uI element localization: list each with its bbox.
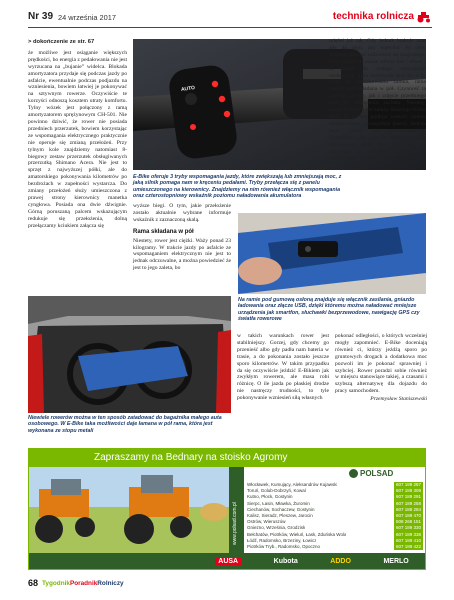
logo-ausa: AUSA [215,558,241,565]
ad-contact-city: Gniezno, Września, Grodzisk [247,525,306,531]
ad-contact-phone: 508 269 151 [395,519,421,525]
article-paragraph: wyższe biegi. O tym, jakie przełożenie zostało aktualnie wybrane informuje wskaźnik z zaznaczoną skalą. [133,203,231,223]
article-paragraph: że możliwe jest osiąganie większych prędkości, bo energia z pedałowania nie jest wyrzucana na „bujanie” widelca. Blokada amortyzatora przydaje się podczas jazdy po asfalcie, ewentualnie podczas podjazdu na wzniesienia, bowiem łatwiej je pokonywać na sztywnym rowerze. Oczywiście te korzyści odnoszą kosztem utraty komfortu. Tylny wózek jest połączony z ramą amortyzatorem sprężynowym CH-501. Nie powinno dziwić, że rower nie posiada przedniech przerzutek, bowiem korzystając ze wspomagania elektrycznego praktycznie nie operuje się zmianą przełożeń. Przy tylnym kole znajdziemy natomiast 8-biegowy zestaw przerzutek obsługiwanych przerzutką Shimano Acera. Nie jest to sprzęt z najwyższej półki, ale do amatorskiego pokonywania kilometrów po bezdrożach w zupełności wystarcza. Do zmiany przełożeń służy umieszczona z prawej strony kierownicy manetka cyngłowa. Posiada ona dwie dźwignie. Górną poruszaną palcem wskazującym redukuje się przełożenia, dolną przełączamy kciukiem załącza się [28,49,127,229]
article-column-5 [335,333,427,403]
advertisement [28,448,426,570]
right-photo-caption: Na ramie pod gumową osłoną znajduje się włącznik zasilania, gniazdo ładowania oraz złącze USB, dzięki któremu można naładować mniejsze urządzenia jak smartfon, słuchawki bezprzewodowe, nawigację GPS czy światła rowerowe [238,297,420,323]
article-paragraph: mięśni jaż tak. Gdy jednak brakuje nam siły do tego, aby dojechać do celu, możemy zawsze zadzwonić do znajomego, który będzie w stanie zabrać nas i rower i to nawet do małego samochodu osobowego. Taka możliwość jest, bo w E-Bike po odblokowaniu zamka, rama rowery jest składana w pół. Czynność ta zajmuje chwilę, jak i zdjęcie przedniego koła po odkręceniu zacisku. Niestety, rower do tanich nie należy. Kosztuje blisko 8000 zł, a cenę podbija wartość układu elektrycznego, szczególnie baterii. Jednak jego zalety są niezaprzeczalne. Szczególnie dla osób w średnim wieku, zdrowotnie może być sposobem na zdrowym na słabszą kondycją, bo wspomaganie elektryczne pozwoli im [329,38,426,162]
logo-kubota: Kubota [273,557,298,565]
ad-contact-city: Włocławek, Kumujący, Aleksandrów Kujawski [247,482,338,487]
pub-word-3: Rolniczy [97,580,124,587]
logo-addo: ADDO [330,557,351,565]
ad-contact-phone: 607 189 258 [395,500,421,506]
ad-headline: Zapraszamy na Bednary na stoisko Agromy [94,452,288,463]
tractor-field-illustration [29,467,229,553]
car-trunk-photo [28,296,231,413]
ad-contact-city: Piotrków Tryb., Radomsko, Opoczno [247,544,321,550]
article-column-2 [133,203,231,272]
issue-date: 24 września 2017 [58,13,116,22]
logo-merlo: MERLO [383,557,409,565]
ad-brand-name: POLSAD [360,469,394,478]
ad-contact-phone: 607 189 291 [395,494,421,500]
ad-contact-phone: 607 189 330 [395,525,421,531]
article-author: Przemysław Staniszewski [370,396,427,403]
article-paragraph: w takich warunkach rower jest stabilniejszy. Gorzej, gdy chcemy go przenieść albo gdy padła nam bateria w trasie, a do pokonania zostało jeszcze sporo kilometrów. W takim przypadku da się oczywiście jeździć E-Bikiem jak zwykłym rowerem, ale masa robi różnicę. O ile jazda po płaskiej drodze nie nastręczy trudności, to tyle pokonywanie wzniesień siłą własnych [237,333,329,402]
tractor-icon [416,10,432,23]
ad-banner [29,449,425,467]
ad-contact-city: Kutno, Płock, Gostynin [247,494,293,500]
page-footer [28,578,426,590]
continued-label: > dokończenie ze str. 67 [28,39,95,45]
ad-contact-city: Bełchatów, Piotrków, Wieluń, Łask, Zduńska Wola [247,531,347,537]
page-header [28,10,432,32]
top-photo-caption: E-Bike oferuje 3 tryby wspomagania jazdy, które zwiększają lub zmniejszają moc, z jaką silnik pomaga nam w kręceniu pedałami. Tryby przełącza się z panelu umieszczonego na kierownicy. Znajdziemy na nim również włącznik wspomagania oraz czterostopniowy wskaźnik poziomu naładowania akumulatora [133,174,342,200]
pub-word-1: Tygodnik [42,580,70,587]
car-photo-caption: Niewiele rowerów można w ten sposób zatadować do bagażnika małego auta osobowego. W E-Bike taka możliwości daje łamana w pół rama, która jest wykonana ze stopu metali [28,415,222,434]
car-illustration [28,296,231,413]
ad-photo [29,467,229,553]
article-column-1 [28,39,127,229]
ad-contact-city: Ciechanów, Sochaczew, Gostynin [247,506,315,512]
section-title: technika rolnicza [332,11,414,22]
display-auto-label: AUTO [180,85,196,93]
ad-contact-phone: 607 189 284 [395,506,421,512]
frame-switch-photo [238,213,426,294]
ad-contact-row [247,544,423,550]
pub-word-2: Poradnik [69,580,98,587]
ad-contact-phone: 607 189 338 [395,531,421,537]
header-rule [28,27,432,28]
polsad-icon [349,469,358,478]
article-paragraph: Niestety, rower jest ciężki. Waży ponad 23 kilogramy. W trakcie jazdy po asfalcie ze wspomaganiem elektrycznym nie jest to jednak odczuwalne, a można powiedzieć że jest to jego zaleta, bo [133,237,231,272]
ad-contact-phone: 607 189 410 [395,537,421,543]
frame-illustration [238,213,426,294]
ad-contact-phone: 607 189 470 [395,513,421,519]
ad-side-url: www.polsad.com.pl [232,502,238,545]
page-number: 68 [28,578,39,588]
article-column-4 [237,333,329,402]
ad-side-strip [229,467,244,553]
ad-contact-phone: 607 189 287 [395,482,421,487]
publication-name [42,580,124,587]
ad-logo-bar [29,553,425,569]
issue-number: Nr 39 [28,11,54,22]
article-column-3 [329,38,426,162]
ad-contact-phone: 607 189 309 [395,488,421,494]
article-paragraph: pokonać odległości, o których wcześniej mogły zapomnieć. E-Bike doceniają również ci, którzy jeżdżą sporo po gruntowych drogach a dodatkowa moc pozwoli im je pokonać sprawniej i szybciej. Rower poradzi sobie również w miejscu stanowiące takiej, a czasami i szybszą alternatywę dla dojazdu do pracy samochodem. [335,333,427,395]
section-heading: Rama składana w pół [133,228,194,235]
ad-contact-list [247,482,423,550]
ad-contact-city: Łódź, Radomsko, Brzeziny, Łowicz [247,537,317,543]
ad-contact-city: Sierpc, Łasin, Mławka, Żuromin [247,500,310,506]
ad-contact-city: Ostrów, Wieruszów [247,519,286,525]
ad-brand-logo [349,469,393,478]
ad-contact-city: Kalisz, Sieradz, Pleszew, Jarocin [247,513,313,519]
ad-contact-phone: 607 189 422 [395,544,421,550]
ad-contact-city: Toruń, Golub-Dobrzyń, Kowal [247,488,306,494]
